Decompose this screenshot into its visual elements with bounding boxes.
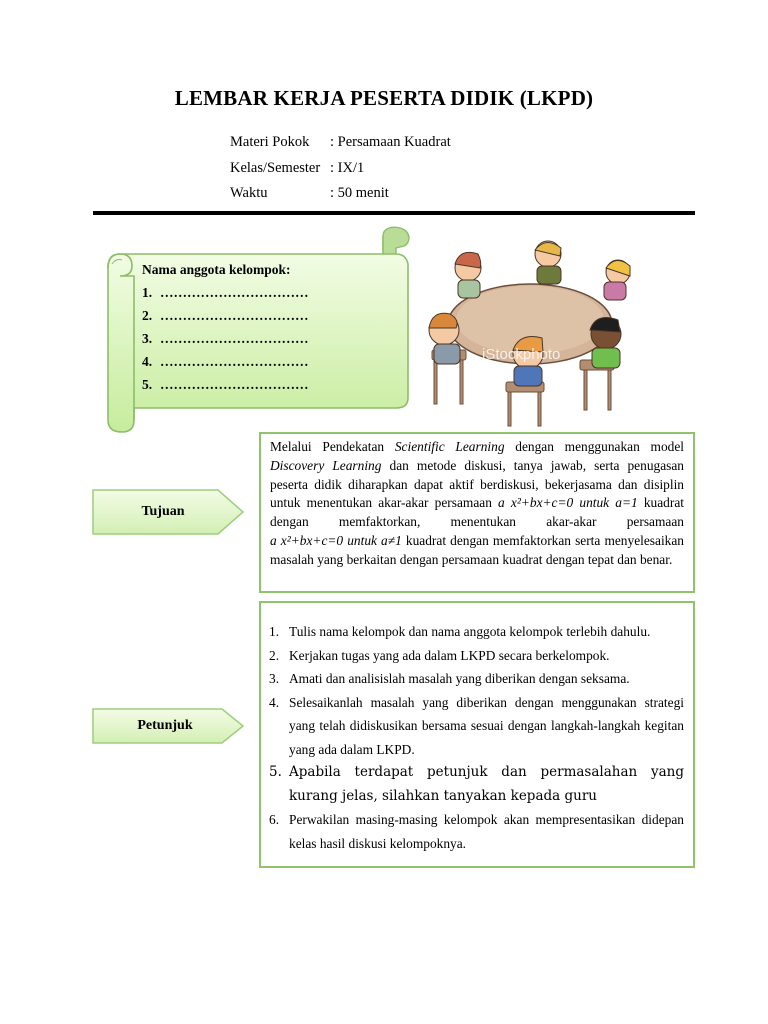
header-divider [93,211,695,215]
member-row: 2. …………………………… [142,308,309,323]
list-item: 3. Amati dan analisislah masalah yang diberikan dengan seksama. [269,671,630,686]
meta-waktu [230,185,389,202]
tujuan-box: Melalui Pendekatan Scientific Learning dengan menggunakan model Discovery Learning dan metode diskusi, tanya jawab, serta penugasan peserta didik diharapkan dapat aktif berdiskusi, bekerjasama dan disiplin untuk menentukan akar-akar persamaan a x²+bx+c=0 untuk a=1 kuadrat dengan memfaktorkan, menentukan akar-akar persamaan a x²+bx+c=0 untuk a≠1 kuadrat dengan memfaktorkan serta menyelesaikan masalah yang berkaitan dengan persamaan kuadrat dengan tepat dan benar. [259,432,695,593]
member-blank[interactable]: …………………………… [160,377,309,392]
list-item: 5. Apabila terdapat petunjuk dan permasalahan yang kurang jelas, silahkan tanyakan kepada guru [269,764,684,804]
member-blank[interactable]: …………………………… [160,331,309,346]
list-item: 6. Perwakilan masing-masing kelompok akan mempresentasikan didepan kelas hasil diskusi kelompoknya. [269,812,684,851]
petunjuk-label-arrow [92,707,245,745]
meta-key: Materi Pokok [230,134,310,150]
list-item: 1. Tulis nama kelompok dan nama anggota kelompok terlebih dahulu. [269,624,651,639]
meta-value: : 50 menit [330,185,389,201]
member-blank[interactable]: …………………………… [160,285,309,300]
tujuan-label-arrow [92,488,245,536]
member-row: 5. …………………………… [142,377,309,392]
list-item: 4. Selesaikanlah masalah yang diberikan dengan menggunakan strategi yang telah didiskusikan bersama sesuai dengan langkah-langkah kegitan yang ada dalam LKPD. [269,694,684,757]
meta-key: Waktu [230,185,268,201]
meta-value: : Persamaan Kuadrat [330,134,451,150]
watermark-text: iStockphoto [482,346,561,363]
group-discussion-illustration [420,232,632,428]
member-row: 3. …………………………… [142,331,309,346]
equation-a-not-1: a x²+bx+c=0 untuk a≠1 [270,532,402,548]
member-row: 1. …………………………… [142,285,309,300]
equation-a-equals-1: a x²+bx+c=0 untuk a=1 [498,495,638,511]
member-row: 4. …………………………… [142,354,309,369]
meta-materi [230,134,451,151]
list-item: 2. Kerjakan tugas yang ada dalam LKPD secara berkelompok. [269,647,610,663]
tujuan-label: Tujuan [141,504,185,519]
meta-value: : IX/1 [330,160,365,176]
page-title: LEMBAR KERJA PESERTA DIDIK (LKPD) [174,86,594,110]
instruction-list [269,620,684,855]
member-blank[interactable]: …………………………… [160,354,309,369]
petunjuk-label: Petunjuk [137,718,193,733]
meta-kelas [230,160,364,177]
petunjuk-box [259,601,695,868]
member-heading: Nama anggota kelompok: [142,262,291,277]
meta-key: Kelas/Semester [230,160,321,176]
member-list [142,262,309,400]
member-blank[interactable]: …………………………… [160,308,309,323]
